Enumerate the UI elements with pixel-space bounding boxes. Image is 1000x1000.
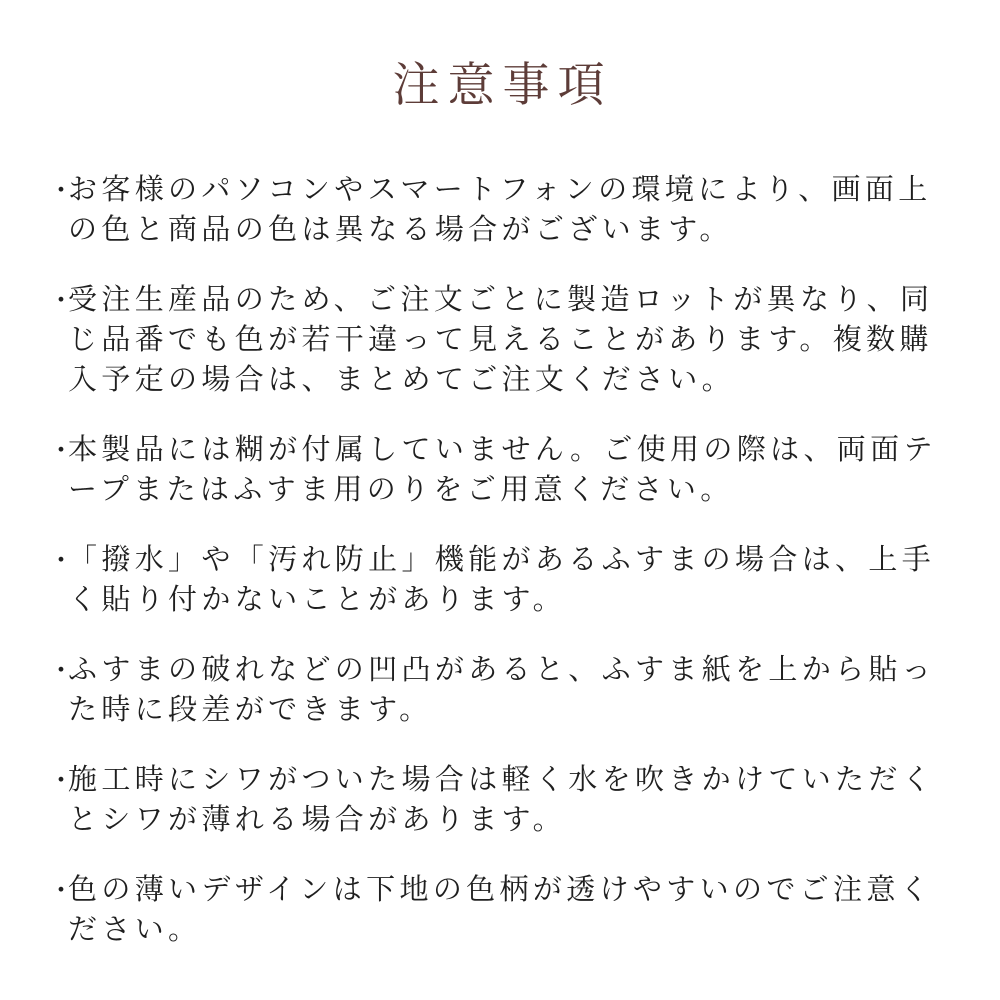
note-item: [48, 540, 945, 620]
bullet-marker: ・: [48, 765, 75, 795]
note-text: 施工時にシワがついた場合は軽く水を吹きかけていただくとシワが薄れる場合があります。: [68, 764, 936, 836]
notes-list: [48, 170, 945, 950]
note-item: [48, 430, 945, 510]
note-item: [48, 760, 945, 840]
bullet-marker: ・: [48, 285, 75, 315]
bullet-marker: ・: [48, 875, 75, 905]
page-title: 注意事項: [392, 58, 613, 111]
note-text: 「撥水」や「汚れ防止」機能があるふすまの場合は、上手く貼り付かないことがあります。: [68, 544, 936, 616]
note-item: [48, 870, 945, 950]
note-text: 受注生産品のため、ご注文ごとに製造ロットが異なり、同じ品番でも色が若干違って見えることがあります。複数購入予定の場合は、まとめてご注文ください。: [68, 284, 934, 396]
note-item: [48, 650, 945, 730]
note-text: ふすまの破れなどの凹凸があると、ふすま紙を上から貼った時に段差ができます。: [68, 654, 936, 726]
note-text: お客様のパソコンやスマートフォンの環境により、画面上の色と商品の色は異なる場合がございます。: [68, 174, 932, 246]
note-text: 本製品には糊が付属していません。ご使用の際は、両面テープまたはふすま用のりをご用意ください。: [68, 434, 937, 506]
bullet-marker: ・: [48, 435, 75, 465]
note-text: 色の薄いデザインは下地の色柄が透けやすいのでご注意ください。: [68, 874, 934, 946]
note-item: [48, 280, 945, 400]
note-item: [48, 170, 945, 250]
bullet-marker: ・: [48, 175, 75, 205]
bullet-marker: ・: [48, 655, 75, 685]
bullet-marker: ・: [48, 545, 75, 575]
